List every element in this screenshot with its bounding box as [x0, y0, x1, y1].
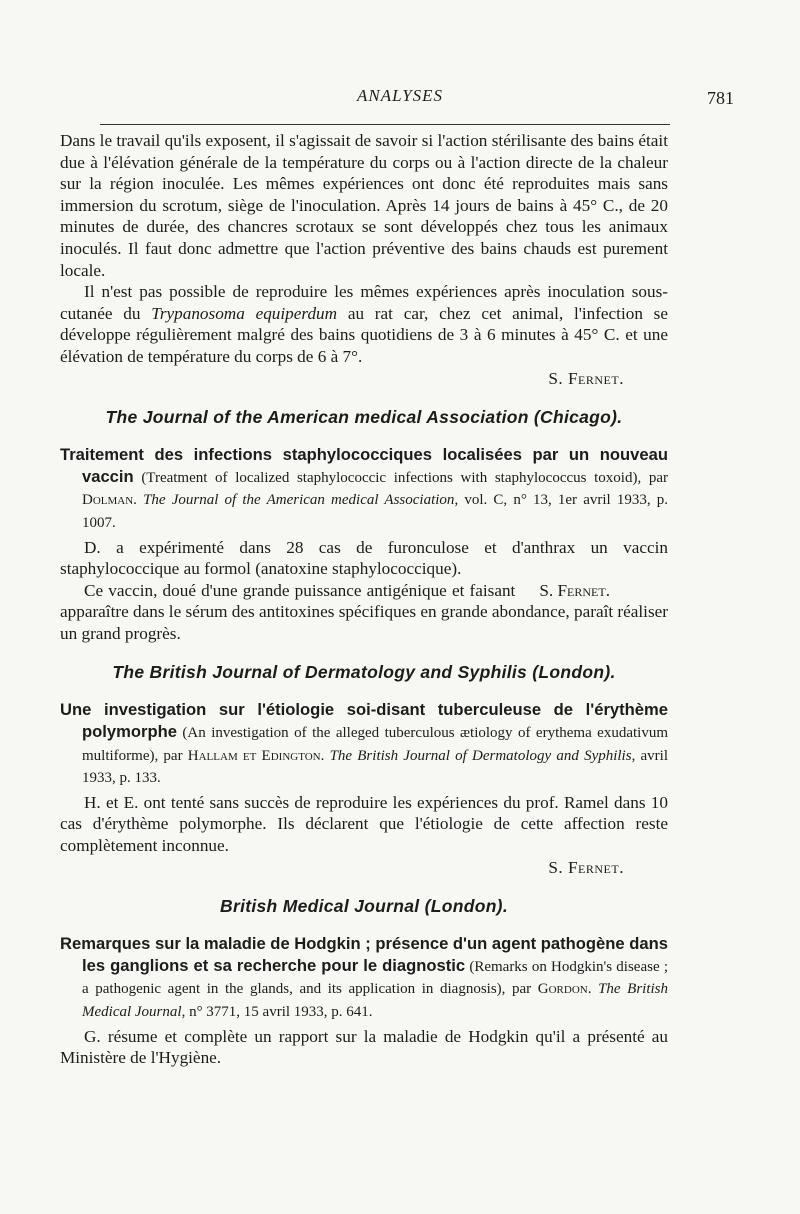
ref-text-a: (An investigation of the alleged tuberculous ætiology of erythema exudativum multiforme), par: [82, 725, 668, 764]
page-number: 781: [707, 88, 734, 108]
running-title: ANALYSES: [356, 86, 444, 105]
article-title: Traitement des infections staphylococciques localisées par un nouveau vaccin: [60, 445, 668, 486]
article-reference: [60, 699, 668, 788]
article-title: Remarques sur la maladie de Hodgkin ; présence d'un agent pathogène dans les ganglions et sa recherche pour le diagnostic: [60, 934, 668, 975]
ref-journal: The British Journal of Dermatology and Syphilis: [329, 747, 632, 764]
body-paragraph: G. résume et complète un rapport sur la maladie de Hodgkin qu'il a présenté au Ministère de l'Hygiène.: [60, 1026, 668, 1068]
species-name: Trypanosoma equiperdum: [151, 303, 338, 323]
journal-heading: The Journal of the American medical Association (Chicago).: [105, 407, 623, 428]
ref-text-a: (Remarks on Hodgkin's disease ; a pathogenic agent in the glands, and its application in diagnosis), par: [82, 958, 668, 998]
ref-text-b: .: [320, 747, 330, 764]
ref-text-b: .: [587, 981, 599, 998]
ref-text-b: .: [133, 492, 144, 509]
intro-text-b: au rat car, chez cet animal, l'infection se développe régulièrement malgré des bains quotidiens de 3 à 6 minutes à 45° C. et une élévation de température du corps de 6 à 7°.: [60, 303, 669, 366]
intro-text-a: Il n'est pas possible de reproduire les mêmes expériences après inoculation sous-cutanée du: [60, 282, 668, 323]
intro-paragraph-2: [60, 281, 668, 367]
journal-heading: British Medical Journal (London).: [220, 896, 508, 917]
body-paragraph: H. et E. ont tenté sans succès de reproduire les expériences du prof. Ramel dans 10 cas d'érythème polymorphe. Ils déclarent que l'étiologie de cette affection reste complètement inconnue.: [60, 792, 668, 856]
author-name: Dolman: [82, 492, 134, 509]
ref-text-c: , vol. C, n° 13, 1er avril 1933, p. 1007.: [82, 492, 668, 531]
article-title: Une investigation sur l'étiologie soi-disant tuberculeuse de l'érythème polymorphe: [60, 700, 668, 742]
body-paragraph-text: Ce vaccin, doué d'une grande puissance antigénique et faisant apparaître dans le sérum des antitoxines spécifiques en grande abondance, paraît réaliser un grand progrès.: [60, 580, 668, 643]
journal-heading: The British Journal of Dermatology and Syphilis (London).: [112, 662, 616, 683]
article-reference: [60, 444, 668, 533]
article-reference: [60, 933, 668, 1022]
ref-journal: The British Medical Journal: [82, 981, 669, 1020]
ref-journal: The Journal of the American medical Association: [143, 492, 455, 509]
author-name: Hallam et Edington: [187, 747, 321, 764]
intro-paragraph-1: Dans le travail qu'ils exposent, il s'agissait de savoir si l'action stérilisante des bains était due à l'élévation générale de la température du corps ou à l'action directe de la chaleur sur la région inoculée. Les mêmes expériences ont donc été reproduites mais sans immersion du scrotum, siège de l'inoculation. Après 14 jours de bains à 45° C., de 20 minutes de durée, des chancres scrotaux se sont développés chez tous les animaux inoculés. Il faut donc admettre que l'action préventive des bains chauds est purement locale.: [60, 131, 668, 280]
page-content: [60, 130, 668, 1069]
body-paragraph: [60, 580, 668, 645]
signature-text: S. Fernet.: [548, 368, 624, 388]
header-rule: [100, 124, 670, 125]
page-header: [60, 86, 740, 110]
signature: [60, 368, 668, 390]
ref-text-c: , n° 3771, 15 avril 1933, p. 641.: [181, 1004, 373, 1020]
signature: S. Fernet.: [539, 580, 610, 600]
signature-text: S. Fernet.: [548, 857, 624, 877]
signature: [60, 857, 668, 879]
ref-text-a: (Treatment of localized staphylococcic infections with staphylococcus toxoid), par: [133, 469, 668, 486]
author-name: Gordon: [537, 981, 588, 998]
ref-text-c: , avril 1933, p. 133.: [82, 747, 668, 787]
body-paragraph: D. a expérimenté dans 28 cas de furonculose et d'anthrax un vaccin staphylococcique au formol (anatoxine staphylococcique).: [60, 537, 668, 579]
